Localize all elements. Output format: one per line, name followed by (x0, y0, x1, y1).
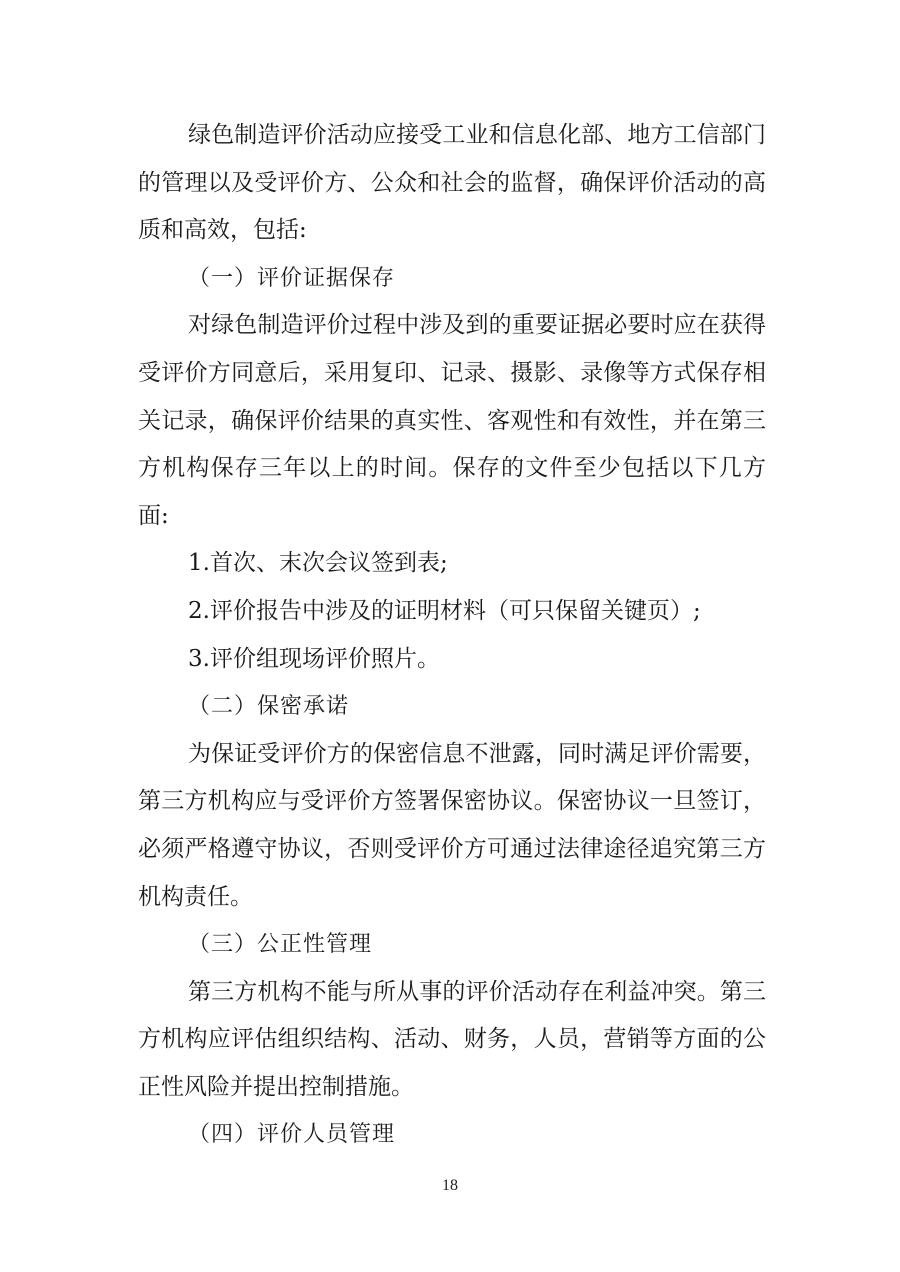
page-number: 18 (442, 1177, 458, 1194)
intro-paragraph: 绿色制造评价活动应接受工业和信息化部、地方工信部门的管理以及受评价方、公众和社会的监督，确保评价活动的高质和高效，包括: (138, 122, 766, 244)
confidentiality-paragraph: 为保证受评价方的保密信息不泄露，同时满足评价需要，第三方机构应与受评价方签署保密协议。保密协议一旦签订，必须严格遵守协议，否则受评价方可通过法律途径追究第三方机构责任。 (138, 740, 766, 910)
document-body (138, 112, 766, 1159)
section-heading-impartiality: （三）公正性管理 (188, 932, 373, 958)
impartiality-paragraph: 第三方机构不能与所从事的评价活动存在利益冲突。第三方机构应评估组织结构、活动、财务，人员，营销等方面的公正性风险并提出控制措施。 (138, 978, 766, 1100)
section-heading-confidentiality: （二）保密承诺 (188, 694, 350, 720)
list-item: 3.评价组现场评价照片。 (188, 645, 440, 672)
section-heading-personnel: （四）评价人员管理 (188, 1122, 396, 1148)
section-heading-evidence: （一）评价证据保存 (188, 265, 396, 291)
list-item: 2.评价报告中涉及的证明材料（可只保留关键页）; (188, 597, 701, 624)
evidence-paragraph: 对绿色制造评价过程中涉及到的重要证据必要时应在获得受评价方同意后，采用复印、记录、摄影、录像等方式保存相关记录，确保评价结果的真实性、客观性和有效性，并在第三方机构保存三年以上的时间。保存的文件至少包括以下几方面: (138, 312, 766, 529)
list-item: 1.首次、末次会议签到表; (188, 550, 448, 577)
